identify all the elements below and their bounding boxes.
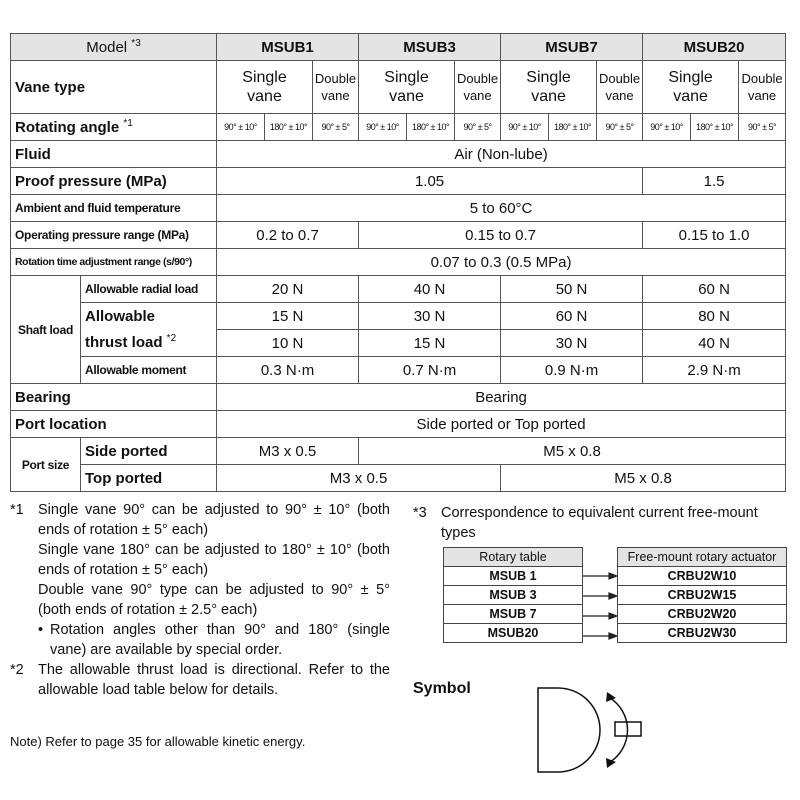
side-ported-value: M3 x 0.5	[217, 438, 359, 465]
operating-pressure-value: 0.15 to 0.7	[359, 222, 643, 249]
rotary-table-item: MSUB20	[444, 624, 583, 643]
radial-load-row	[11, 276, 786, 303]
operating-pressure-value: 0.2 to 0.7	[217, 222, 359, 249]
thrust-load-value: 15 N	[217, 303, 359, 330]
rotation-time-value: 0.07 to 0.3 (0.5 MPa)	[217, 249, 786, 276]
radial-load-value: 20 N	[217, 276, 359, 303]
footnotes	[10, 500, 390, 700]
footnote-1-line-c: Double vane 90° type can be adjusted to 90° ± 5° (both ends of rotation ± 2.5° each)	[38, 582, 390, 618]
thrust-load-value: 40 N	[643, 330, 786, 357]
angle-cell: 180° ± 10°	[407, 114, 455, 141]
model-msub1: MSUB1	[217, 34, 359, 61]
side-ported-label: Side ported	[81, 438, 217, 465]
operating-pressure-row	[11, 222, 786, 249]
footnote-1	[10, 500, 390, 660]
thrust-load-label: Allowable thrust load $^{*2}$	[81, 303, 217, 357]
top-ported-row	[11, 465, 786, 492]
free-mount-item: CRBU2W20	[618, 605, 787, 624]
footnote-2-mark: *2	[10, 662, 24, 678]
moment-value: 0.7 N·m	[359, 357, 501, 384]
radial-load-label: Allowable radial load	[81, 276, 217, 303]
bearing-label: Bearing	[11, 384, 217, 411]
angle-cell: 90° ± 5°	[739, 114, 786, 141]
thrust-load-value: 60 N	[501, 303, 643, 330]
moment-value: 0.9 N·m	[501, 357, 643, 384]
rotary-table-header: Rotary table	[444, 548, 583, 567]
shaft-load-label: Shaft load	[11, 276, 81, 384]
footnote-3-text: Correspondence to equivalent current free-mount types	[441, 505, 758, 541]
port-location-row	[11, 411, 786, 438]
moment-label: Allowable moment	[81, 357, 217, 384]
angle-cell: 180° ± 10°	[691, 114, 739, 141]
model-row	[11, 34, 786, 61]
angle-cell: 90° ± 5°	[313, 114, 359, 141]
proof-pressure-row	[11, 168, 786, 195]
fluid-row	[11, 141, 786, 168]
proof-pressure-value: 1.5	[643, 168, 786, 195]
angle-cell: 180° ± 10°	[265, 114, 313, 141]
rotation-time-label: Rotation time adjustment range (s/90°)	[11, 249, 217, 276]
free-mount-header: Free-mount rotary actuator	[618, 548, 787, 567]
footnote-1-line-a: Single vane 90° can be adjusted to 90° ± 10° (both ends of rotation ± 5° each)	[38, 502, 390, 538]
rotary-table-item: MSUB 7	[444, 605, 583, 624]
temperature-value: 5 to 60°C	[217, 195, 786, 222]
operating-pressure-label: Operating pressure range (MPa)	[11, 222, 217, 249]
free-mount-item: CRBU2W15	[618, 586, 787, 605]
moment-row	[11, 357, 786, 384]
correspondence-arrows	[583, 547, 617, 647]
top-ported-value: M5 x 0.8	[501, 465, 786, 492]
single-vane-cell: Single vane	[643, 61, 739, 114]
thrust-load-value: 80 N	[643, 303, 786, 330]
footnote-1-mark: *1	[10, 502, 24, 518]
symbol-label: Symbol	[413, 680, 471, 697]
angle-cell: 90° ± 5°	[455, 114, 501, 141]
double-vane-cell: Double vane	[313, 61, 359, 114]
radial-load-value: 40 N	[359, 276, 501, 303]
bearing-value: Bearing	[217, 384, 786, 411]
rotary-actuator-symbol-icon	[520, 680, 650, 780]
radial-load-value: 50 N	[501, 276, 643, 303]
bearing-row	[11, 384, 786, 411]
rotation-time-row	[11, 249, 786, 276]
rotary-table-item: MSUB 1	[444, 567, 583, 586]
footnote-3-mark: *3	[413, 505, 427, 521]
single-vane-cell: Single vane	[217, 61, 313, 114]
double-vane-cell: Double vane	[739, 61, 786, 114]
temperature-label: Ambient and fluid temperature	[11, 195, 217, 222]
thrust-load-row-1	[11, 303, 786, 330]
top-ported-label: Top ported	[81, 465, 217, 492]
angle-cell: 180° ± 10°	[549, 114, 597, 141]
moment-value: 2.9 N·m	[643, 357, 786, 384]
free-mount-actuator-list	[617, 547, 787, 643]
angle-cell: 90° ± 10°	[359, 114, 407, 141]
free-mount-item: CRBU2W30	[618, 624, 787, 643]
footnote-2	[10, 660, 390, 700]
thrust-load-value: 30 N	[359, 303, 501, 330]
moment-value: 0.3 N·m	[217, 357, 359, 384]
rotary-table-list	[443, 547, 583, 643]
port-location-label: Port location	[11, 411, 217, 438]
thrust-load-value: 30 N	[501, 330, 643, 357]
vane-type-label: Vane type	[11, 61, 217, 114]
radial-load-value: 60 N	[643, 276, 786, 303]
angle-cell: 90° ± 5°	[597, 114, 643, 141]
single-vane-cell: Single vane	[501, 61, 597, 114]
port-location-value: Side ported or Top ported	[217, 411, 786, 438]
thrust-load-value: 15 N	[359, 330, 501, 357]
rotating-angle-row	[11, 114, 786, 141]
footnote-1-line-b: Single vane 180° can be adjusted to 180° ± 10° (both ends of rotation ± 5° each)	[38, 542, 390, 578]
kinetic-energy-note: Note) Refer to page 35 for allowable kinetic energy.	[10, 734, 306, 749]
correspondence-note	[413, 503, 788, 543]
angle-cell: 90° ± 10°	[217, 114, 265, 141]
single-vane-cell: Single vane	[359, 61, 455, 114]
model-msub3: MSUB3	[359, 34, 501, 61]
side-ported-row	[11, 438, 786, 465]
double-vane-cell: Double vane	[597, 61, 643, 114]
fluid-label: Fluid	[11, 141, 217, 168]
operating-pressure-value: 0.15 to 1.0	[643, 222, 786, 249]
top-ported-value: M3 x 0.5	[217, 465, 501, 492]
temperature-row	[11, 195, 786, 222]
side-ported-value: M5 x 0.8	[359, 438, 786, 465]
fluid-value: Air (Non-lube)	[217, 141, 786, 168]
double-vane-cell: Double vane	[455, 61, 501, 114]
port-size-label: Port size	[11, 438, 81, 492]
model-header: Model $^{*3}$	[11, 34, 217, 61]
spec-table	[10, 33, 786, 492]
rotating-angle-label: Rotating angle $^{*1}$	[11, 114, 217, 141]
proof-pressure-label: Proof pressure (MPa)	[11, 168, 217, 195]
rotary-table-item: MSUB 3	[444, 586, 583, 605]
model-msub20: MSUB20	[643, 34, 786, 61]
vane-type-row	[11, 61, 786, 114]
angle-cell: 90° ± 10°	[643, 114, 691, 141]
thrust-load-value: 10 N	[217, 330, 359, 357]
angle-cell: 90° ± 10°	[501, 114, 549, 141]
footnote-2-text: The allowable thrust load is directional. Refer to the allowable load table below for details.	[38, 662, 390, 698]
footnote-1-bullet: • Rotation angles other than 90° and 180° (single vane) are available by special order.	[38, 620, 390, 660]
proof-pressure-value: 1.05	[217, 168, 643, 195]
free-mount-item: CRBU2W10	[618, 567, 787, 586]
model-msub7: MSUB7	[501, 34, 643, 61]
